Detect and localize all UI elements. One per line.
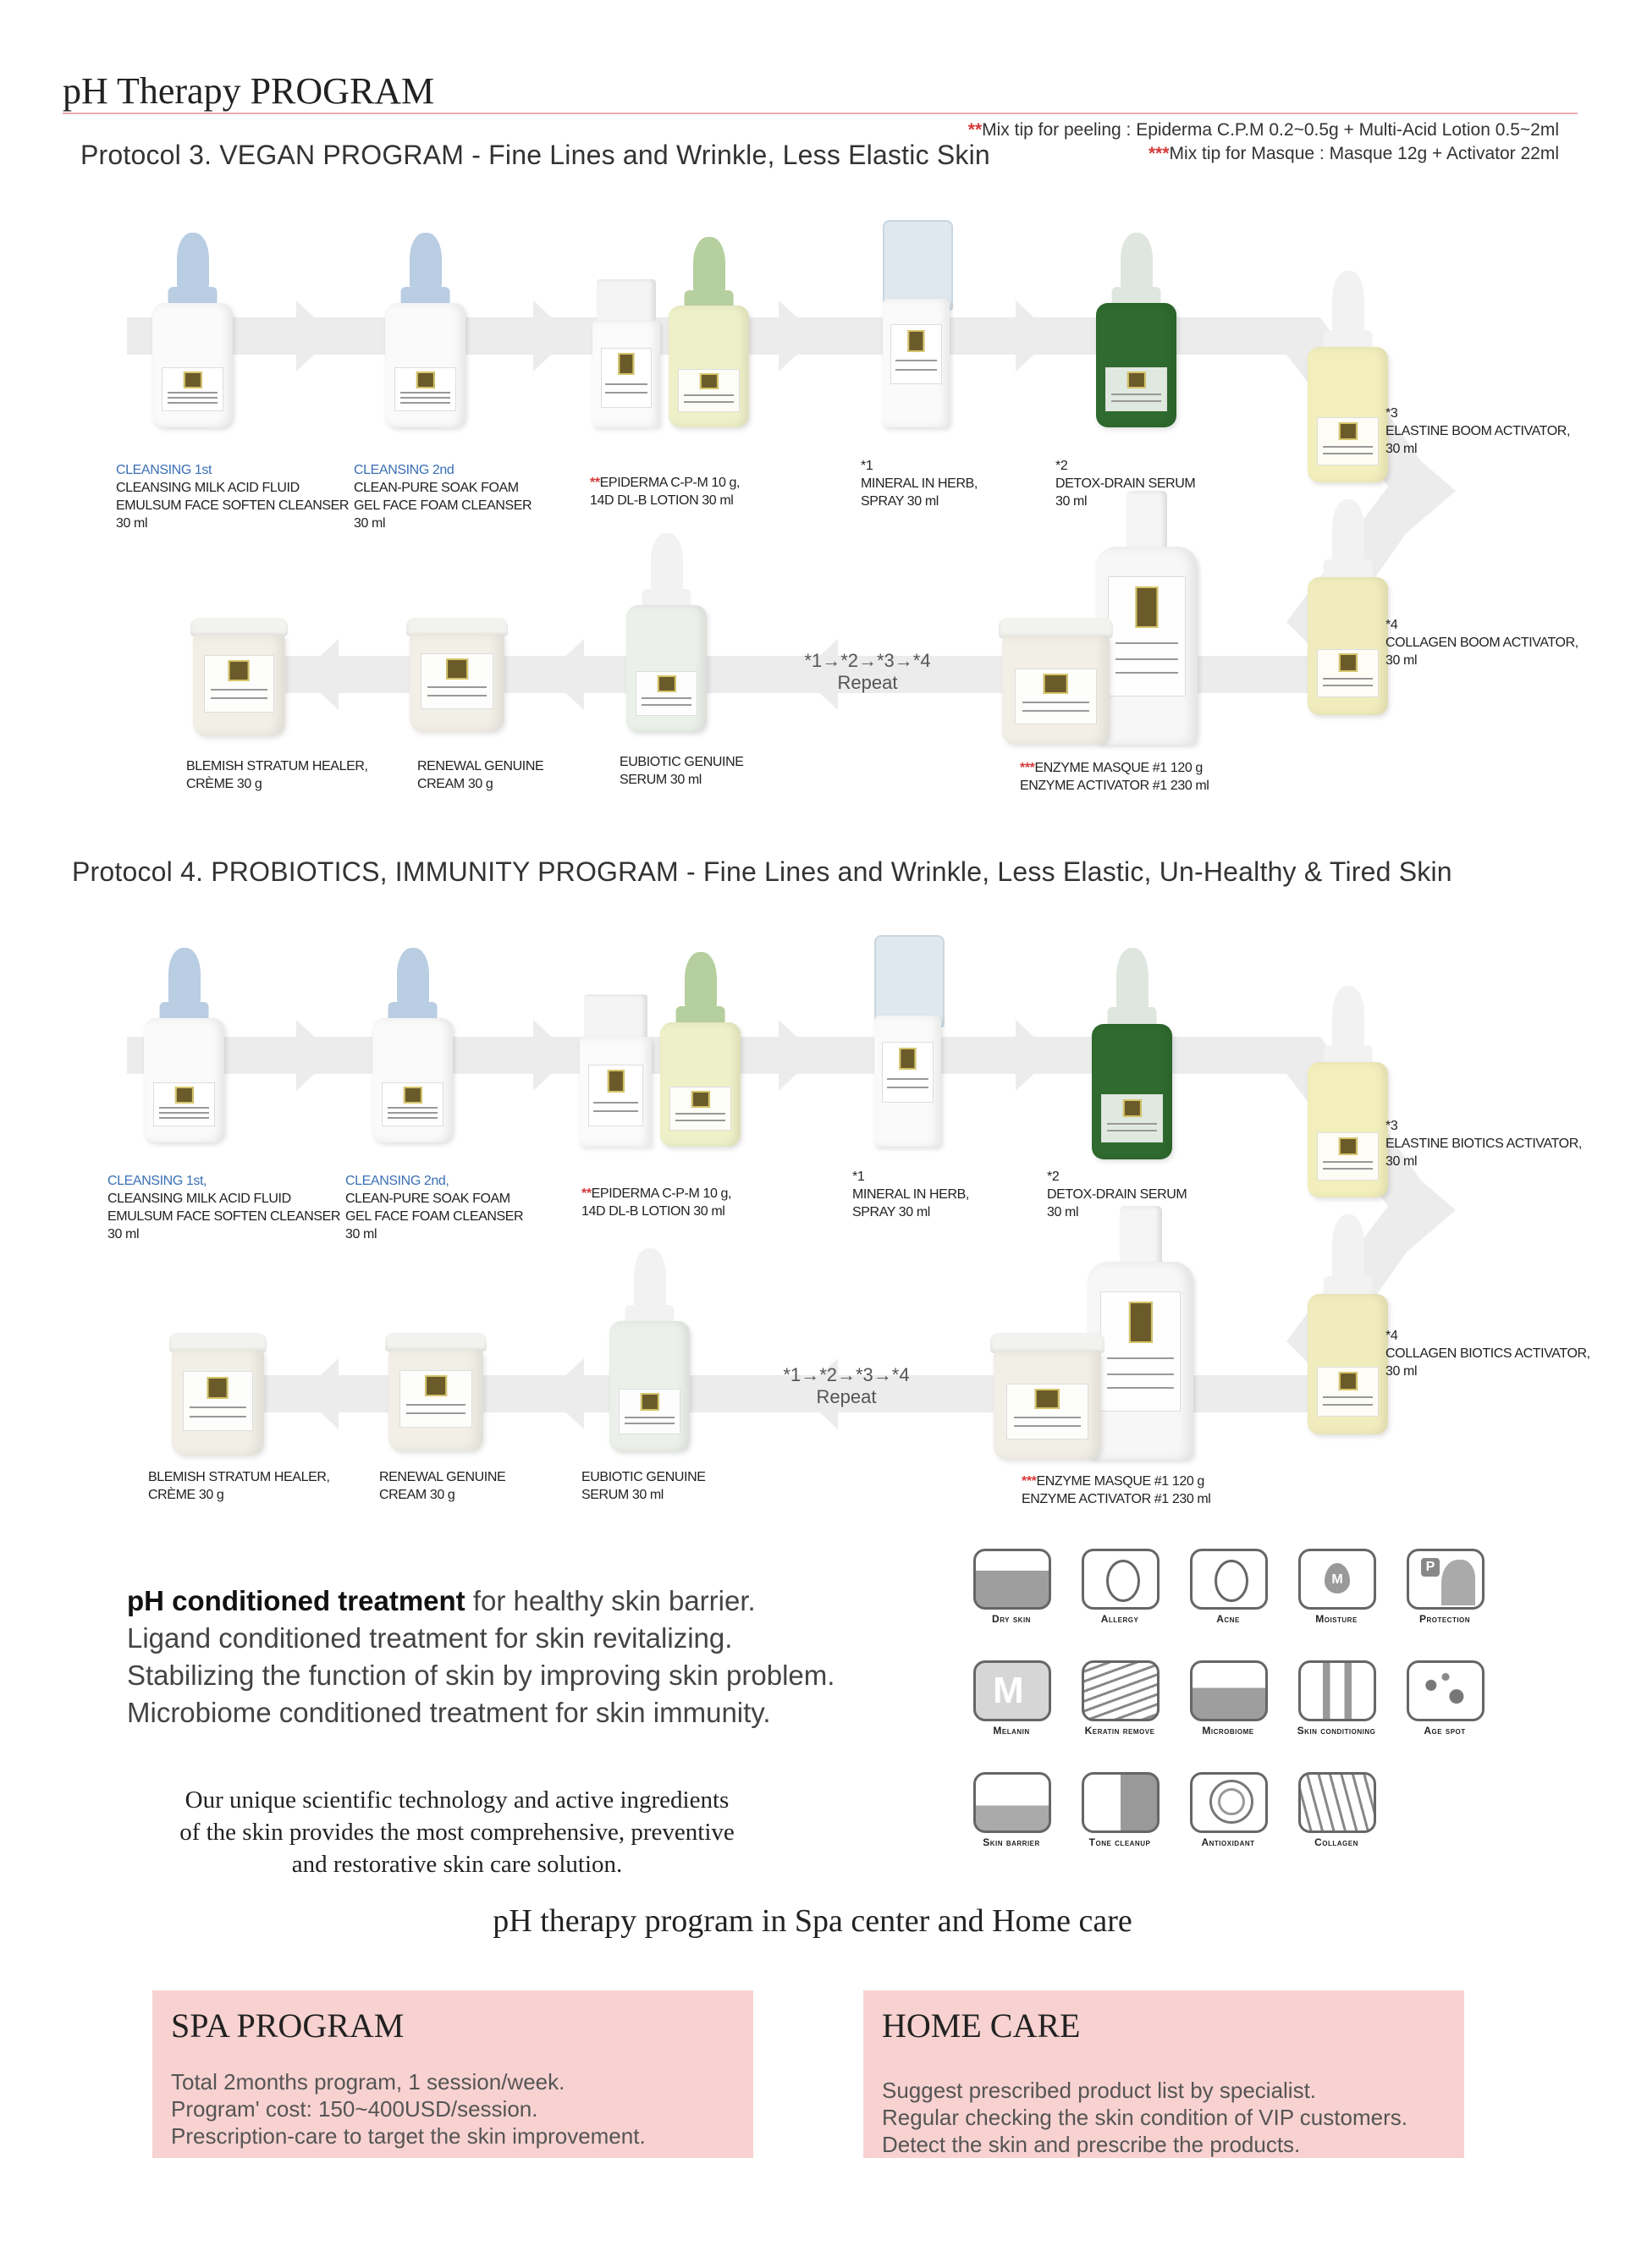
icon-label: Skin conditioning [1297, 1725, 1376, 1737]
p4-enzyme-caption: ***ENZYME MASQUE #1 120 g ENZYME ACTIVATOR #1 230 ml [1022, 1474, 1211, 1506]
microbiome-icon [1190, 1660, 1266, 1721]
p4-epiderma-caption: **EPIDERMA C-P-M 10 g, 14D DL-B LOTION 30 ml [581, 1186, 732, 1219]
cleansing-milk-bottle [144, 948, 224, 1142]
p4-repeat-label: *1→*2→*3→*4 Repeat [783, 1364, 910, 1407]
p3-epiderma-caption: **EPIDERMA C-P-M 10 g, 14D DL-B LOTION 30 ml [590, 476, 741, 508]
protocol4-title: Protocol 4. PROBIOTICS, IMMUNITY PROGRAM - Fine Lines and Wrinkle, Less Elastic, Un-Healthy & Tired Skin [72, 856, 1452, 887]
mineral-in-herb-spray [868, 935, 948, 1147]
p4-elastine-caption: *3 ELASTINE BIOTICS ACTIVATOR, 30 ml [1385, 1119, 1582, 1169]
enzyme-masque-jar [990, 1333, 1104, 1460]
skin-benefit-icon-grid [973, 1549, 1471, 1887]
p3-enzyme-caption: ***ENZYME MASQUE #1 120 g ENZYME ACTIVATOR #1 230 ml [1020, 761, 1209, 793]
icon-label: Age spot [1424, 1725, 1466, 1737]
icon-label: Skin barrier [983, 1836, 1040, 1848]
p3-repeat-label: *1→*2→*3→*4 Repeat [804, 650, 931, 693]
dry-skin-icon [973, 1549, 1049, 1610]
icon-label: Collagen [1314, 1836, 1358, 1848]
keratin-remove-icon [1082, 1660, 1158, 1721]
p3-cleansing2-caption: CLEANSING 2nd CLEAN-PURE SOAK FOAM GEL FACE FOAM CLEANSER 30 ml [354, 463, 532, 531]
p4-cleansing2-caption: CLEANSING 2nd, CLEAN-PURE SOAK FOAM GEL FACE FOAM CLEANSER 30 ml [345, 1174, 524, 1241]
icon-label: Dry skin [992, 1613, 1031, 1625]
melanin-icon: M [973, 1660, 1049, 1721]
p3-renewal-caption: RENEWAL GENUINE CREAM 30 g [417, 759, 544, 791]
collagen-icon [1298, 1772, 1374, 1833]
renewal-cream-jar [385, 1333, 487, 1451]
dl-b-lotion-bottle [660, 952, 741, 1147]
antioxidant-icon [1190, 1772, 1266, 1833]
p3-blemish-caption: BLEMISH STRATUM HEALER, CRÈME 30 g [186, 759, 368, 791]
spa-program-box [152, 1990, 753, 2158]
allergy-icon [1082, 1549, 1158, 1610]
icon-label: Moisture [1315, 1613, 1358, 1625]
clean-pure-foam-bottle [372, 948, 453, 1142]
spa-program-details: Total 2months program, 1 session/week. Program' cost: 150~400USD/session. Prescription-care to target the skin improvement. [171, 2069, 646, 2149]
p4-eubiotic-caption: EUBIOTIC GENUINE SERUM 30 ml [581, 1470, 706, 1502]
p4-collagen-caption: *4 COLLAGEN BIOTICS ACTIVATOR, 30 ml [1385, 1329, 1590, 1379]
icon-label: Protection [1418, 1613, 1471, 1625]
p3-elastine-caption: *3 ELASTINE BOOM ACTIVATOR, 30 ml [1385, 406, 1571, 456]
elastine-activator-bottle [1308, 986, 1388, 1197]
age-spot-icon [1407, 1660, 1483, 1721]
epiderma-cpm-vial [580, 994, 652, 1147]
collagen-activator-bottle [1308, 1214, 1388, 1434]
tone-cleanup-icon [1082, 1772, 1158, 1833]
p4-mineral-caption: *1 MINERAL IN HERB, SPRAY 30 ml [852, 1170, 969, 1219]
p3-collagen-caption: *4 COLLAGEN BOOM ACTIVATOR, 30 ml [1385, 618, 1578, 668]
detox-drain-serum-bottle [1092, 948, 1172, 1159]
unique-technology-statement: Our unique scientific technology and active ingredients of the skin provides the most comprehensive, preventive and restorative skin care solution. [179, 1786, 735, 1878]
home-care-details: Suggest prescribed product list by specialist. Regular checking the skin condition of VIP customers. Detect the skin and prescribe the products. [882, 2078, 1407, 2157]
skin-barrier-icon [973, 1772, 1049, 1833]
eubiotic-serum-bottle [609, 1248, 690, 1451]
p4-blemish-caption: BLEMISH STRATUM HEALER, CRÈME 30 g [148, 1470, 330, 1502]
p3-detox-caption: *2 DETOX-DRAIN SERUM 30 ml [1055, 459, 1196, 509]
mix-tip-peeling: **Mix tip for peeling : Epiderma C.P.M 0.2~0.5g + Multi-Acid Lotion 0.5~2ml [967, 120, 1559, 140]
p3-mineral-caption: *1 MINERAL IN HERB, SPRAY 30 ml [861, 459, 978, 509]
p3-eubiotic-caption: EUBIOTIC GENUINE SERUM 30 ml [620, 755, 744, 787]
icon-label: Allergy [1100, 1613, 1139, 1625]
p3-cleansing1-caption: CLEANSING 1st CLEANSING MILK ACID FLUID EMULSUM FACE SOFTEN CLEANSER 30 ml [116, 463, 350, 531]
p4-detox-caption: *2 DETOX-DRAIN SERUM 30 ml [1047, 1170, 1187, 1219]
protocol3-title: Protocol 3. VEGAN PROGRAM - Fine Lines and Wrinkle, Less Elastic Skin [80, 140, 990, 170]
icon-label: Antioxidant [1201, 1836, 1255, 1848]
treatment-statements: pH conditioned treatment for healthy skin barrier. Ligand conditioned treatment for skin revitalizing. Stabilizing the function of skin by improving skin problem. Microbiome conditioned treatment for skin immunity. [127, 1585, 835, 1728]
acne-icon [1190, 1549, 1266, 1610]
p4-cleansing1-caption: CLEANSING 1st, CLEANSING MILK ACID FLUID EMULSUM FACE SOFTEN CLEANSER 30 ml [107, 1174, 341, 1241]
spa-home-care-heading: pH therapy program in Spa center and Home care [493, 1903, 1132, 1939]
spa-program-heading: SPA PROGRAM [171, 2007, 405, 2045]
icon-label: Melanin [993, 1725, 1030, 1737]
icon-label: Acne [1216, 1613, 1240, 1625]
icon-label: Microbiome [1202, 1725, 1254, 1737]
moisture-icon: M [1298, 1549, 1374, 1610]
home-care-box [863, 1990, 1464, 2158]
protection-icon: P [1407, 1549, 1483, 1610]
page-title: pH Therapy PROGRAM [63, 70, 435, 112]
icon-label: Keratin remove [1084, 1725, 1155, 1737]
p4-renewal-caption: RENEWAL GENUINE CREAM 30 g [379, 1470, 506, 1502]
blemish-creme-jar [169, 1333, 267, 1456]
skin-conditioning-icon [1298, 1660, 1374, 1721]
mix-tip-masque: ***Mix tip for Masque : Masque 12g + Activator 22ml [1149, 144, 1559, 163]
home-care-heading: HOME CARE [882, 2007, 1081, 2045]
icon-label: Tone cleanup [1088, 1836, 1151, 1848]
